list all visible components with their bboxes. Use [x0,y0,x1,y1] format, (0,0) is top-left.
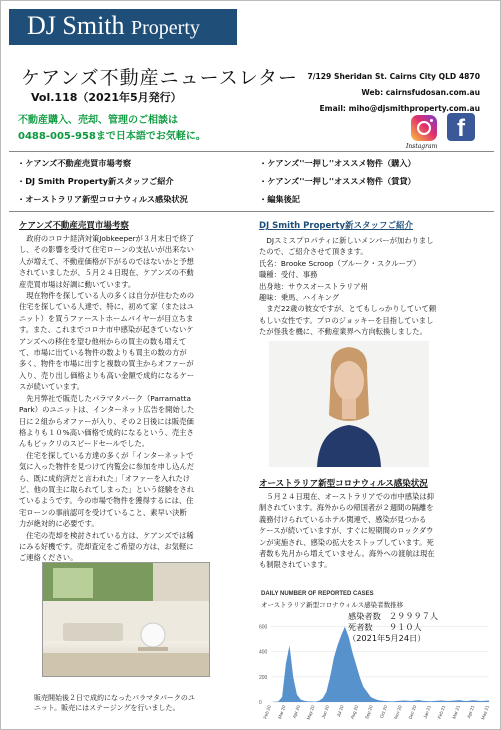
covid-text-line: も制限されています。 [259,560,332,570]
market-text-line: ご連絡ください。 [19,553,78,563]
brand-banner [9,9,237,45]
covid-text-line: 制されています。海外からの帰国者が２週間の隔離を [259,503,434,513]
chart-subtitle: オーストラリア新型コロナウィルス感染者数推移 [261,601,404,609]
menu-item-rent[interactable]: ・ケアンズ''一押し''オススメ物件（賃貸） [259,176,416,186]
staff-desc-line: もしい女性です。プロのジョッキーを目指していまし [259,315,434,325]
staff-detail-line: 趣味：乗馬、ハイキング [259,293,340,303]
menu-item-covid[interactable]: ・オーストラリア新型コロナウィルス感染状況 [17,194,188,204]
market-text-line: 住宅を探している方達の多くが「インターネットで [19,450,194,460]
market-text-line: んもビックリのスピードセールでした。 [19,439,150,449]
chart-x-tick: Jan 21 [422,704,432,720]
market-heading: ケアンズ不動産売買市場考察 [19,221,129,231]
chart-x-tick: Oct 20 [378,704,389,719]
market-text-line: 住宅を探している人達で、特に、初めて家（またはユ [19,302,194,312]
chart-x-tick: Apr 21 [466,704,476,719]
chart-y-tick: 200 [259,674,268,681]
covid-body [259,491,491,571]
market-text-line: ら、既に成約済だと言われた」「オファーを入れたけ [19,473,191,483]
brand-sub: Property [131,17,200,39]
staff-heading: DJ Smith Property新スタッフご紹介 [259,221,414,231]
market-text-line: 気に入った物件を見つけて内覧会に参加を申し込んだ [19,462,195,472]
chart-x-tick: Dec 20 [407,704,418,720]
chart-x-tick: Mar 21 [451,704,461,720]
office-address: 7/129 Sheridan St. Cairns City QLD 4870 [307,72,480,81]
covid-chart-svg [257,586,497,721]
tagline-line-2: 0488-005-958まで日本語でお気軽に。 [18,131,206,142]
menu-item-market[interactable]: ・ケアンズ不動産売買市場考察 [17,158,132,168]
market-text-line: スが続いています。 [19,382,85,392]
chart-x-tick: Jul 20 [335,704,345,718]
menu-item-editor[interactable]: ・編集後記 [259,194,300,204]
instagram-label: Instagram [406,143,438,150]
menu-item-staff[interactable]: ・DJ Smith Property新スタッフご紹介 [17,176,174,186]
newsletter-title: ケアンズ不動産ニュースレター [21,68,298,89]
chart-x-tick: Sep 20 [364,704,374,720]
divider-top [9,151,494,152]
chart-x-tick: Aug 20 [349,704,360,720]
staff-intro-line: DJスミスプロパティに新しいメンバーが加わりまし [259,236,434,245]
website-link[interactable]: Web: cairnsfudosan.com.au [361,88,480,97]
photo-caption-line-2: ニット。販売にはステージングを行いました。 [34,704,180,712]
market-text-line: 日に２組からオファーが入り、その２日後には販売価 [19,416,194,426]
market-text-line: 格よりも１０%高い価格で成約になるという、売主さ [19,427,194,437]
property-photo [42,562,210,677]
tagline-line-1: 不動産購入、売却、管理のご相談は [18,115,178,126]
market-text-line: し、その影響を受けて住宅ローンの支払いが出来ない [19,245,194,255]
staff-body [259,235,491,338]
stats-date: （2021年5月24日） [348,633,426,643]
covid-text-line: ケースが続いていますが、すぐに短期間のロックダウ [259,526,434,536]
market-text-line: ニット）を買うファーストホームバイヤーが目立ちま [19,313,194,323]
chart-y-tick: 0 [259,700,262,706]
death-count: 死者数 ９１０人 [348,622,422,632]
chart-y-tick: 400 [259,649,268,656]
market-text-line: 政府のコロナ経済対策Jobkeeperが３月末日で終了 [19,234,194,243]
covid-chart [257,586,497,721]
covid-stats [348,611,438,644]
chart-x-tick: Feb 20 [262,704,272,720]
staff-intro-line: たので、ご紹介させて頂きます。 [259,247,368,257]
issue-volume: Vol.118（2021年5月発行） [31,91,182,104]
market-text-line: 産売買市場は好調に動いています。 [19,279,136,289]
chart-x-tick: May 21 [480,704,490,721]
market-text-line: て、市場に出ている物件の数よりも買主の数の方が [19,348,187,358]
market-text-line: 多く、物件を市場に出すと複数の買主からオファーが [19,359,194,369]
chart-y-tick: 600 [259,624,268,631]
staff-desc-line: たが怪我を機に、不動産業界へ方向転換しました。 [259,327,427,337]
market-body [19,233,247,564]
market-text-line: 宅ローンの事前認可を受けていること、素早い決断 [19,507,187,517]
market-text-line: にみる好機です。売却査定をご希望の方は、お気軽に [19,541,194,551]
market-text-line: 先月弊社で販売したパラマタパーク（Parramatta [19,393,191,403]
market-text-line: ているようです。今の市場で物件を獲得するには、住 [19,496,194,506]
market-text-line: 入り、売り出し価格よりも高い金額で成約になるケー [19,370,195,380]
staff-detail-line: 出身地：サウスオーストラリア州 [259,281,368,291]
market-text-line: ど、他の買主に取られてしまった」という経験をされ [19,484,195,494]
contact-block [307,69,480,117]
market-text-line: 現在物件を探している人の多くは自分が住むための [19,291,195,301]
market-text-line: されていましたが、５月２４日現在、ケアンズの不動 [19,268,194,278]
instagram-icon[interactable] [411,115,437,141]
chart-x-tick: Apr 20 [291,704,302,719]
covid-heading: オーストラリア新型コロナウィルス感染状況 [259,479,428,489]
covid-text-line: 者数も先月から増えていません。海外への渡航は現在 [259,549,435,559]
covid-text-line: ンが実施され、感染の拡大をストップしています。死 [259,537,434,547]
chart-x-tick: Feb 21 [436,704,447,720]
chart-header: DAILY NUMBER OF REPORTED CASES [261,591,374,597]
menu-item-buy[interactable]: ・ケアンズ''一押し''オススメ物件（購入） [259,158,416,168]
staff-detail-line: 職種：受付、事務 [259,270,318,280]
chart-x-tick: Nov 20 [393,704,403,720]
market-text-line: 住宅の売却を検討されている方は、ケアンズでは稀 [19,530,194,540]
chart-x-tick: May 20 [305,704,316,721]
brand-name: DJ Smith [27,11,125,40]
staff-desc-line: まだ22歳の彼女ですが、とてもしっかりしていて頼 [259,304,437,314]
market-text-line: Park）のユニットは、インターネット広告を開始した [19,405,195,415]
chart-x-tick: Mar 20 [276,704,287,720]
market-text-line: 人が増えて、不動産価格が下がるのではないかと予想 [19,256,194,266]
market-text-line: 力が絶対的に必要です。 [19,519,99,529]
market-text-line: アンズへの移住を望む他州からの買主の数も増えて [19,336,187,346]
photo-caption [34,693,224,713]
staff-photo [269,341,429,467]
email-link[interactable]: Email: miho@djsmithproperty.com.au [319,104,480,113]
staff-detail-line: 氏名：Brooke Scroop（ブルーク・スクループ） [259,258,421,268]
market-text-line: す。また、これまでコロナ市中感染が起きていないケ [19,325,194,335]
covid-text-line: 義務付けられているホテル関連で、感染が見つかる [259,514,427,524]
chart-x-tick: Jun 20 [320,704,331,720]
divider-menu [9,211,494,212]
facebook-icon[interactable]: f [447,113,475,141]
covid-text-line: ５月２４日現在、オーストラリアでの市中感染は抑 [259,492,434,501]
photo-caption-line-1: 販売開始後２日で成約になったパラマタパークのユ [34,694,195,702]
infected-count: 感染者数 ２９９９７人 [348,611,439,621]
